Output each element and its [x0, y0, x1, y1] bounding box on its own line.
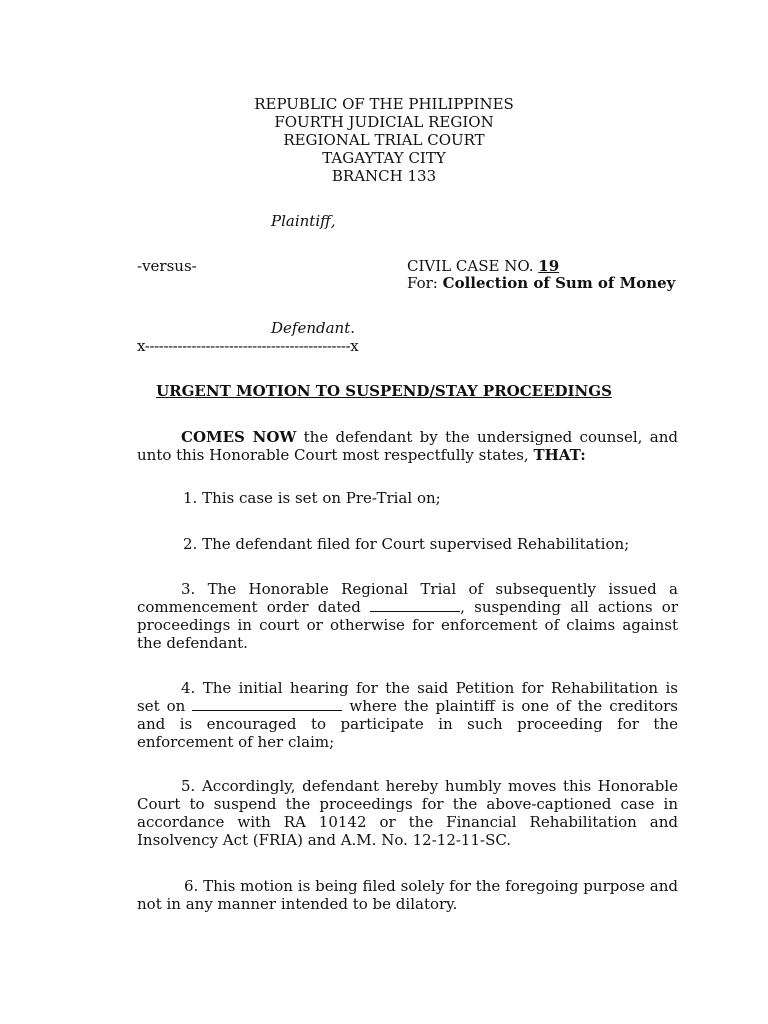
paragraph-3-part-b: , suspending all actions or proceedings in court or otherwise for enforcement of claims against the defendant. — [137, 598, 678, 652]
intro-text: the defendant by the undersigned counsel, and unto this Honorable Court most respectfully states, — [137, 428, 678, 464]
paragraph-1: 1. This case is set on Pre-Trial on; — [183, 489, 441, 507]
paragraph-3 — [137, 580, 678, 652]
case-for-value: Collection of Sum of Money — [442, 274, 676, 292]
paragraph-6-text: 6. This motion is being filed solely for the foregoing purpose and not in any manner intended to be dilatory. — [137, 877, 678, 913]
date-blank — [370, 599, 460, 612]
caption-separator: x--------------------------------------------x — [137, 337, 359, 355]
header-city: TAGAYTAY CITY — [322, 149, 446, 167]
intro-paragraph — [137, 428, 678, 464]
case-number-label: CIVIL CASE NO. — [407, 257, 539, 275]
case-for-label: For: — [407, 274, 443, 292]
plaintiff-label: Plaintiff, — [271, 212, 336, 230]
versus-label: -versus- — [137, 257, 197, 275]
header-court: REGIONAL TRIAL COURT — [283, 131, 485, 149]
header-republic: REPUBLIC OF THE PHILIPPINES — [254, 95, 514, 113]
case-number-value: 19 — [538, 257, 560, 275]
header-branch: BRANCH 133 — [331, 167, 437, 185]
case-number-line — [407, 257, 559, 275]
paragraph-2: 2. The defendant filed for Court supervised Rehabilitation; — [183, 535, 630, 553]
hearing-date-blank — [192, 698, 342, 711]
intro-lead: COMES NOW — [181, 428, 297, 446]
paragraph-5 — [137, 777, 678, 849]
paragraph-6 — [137, 877, 678, 913]
paragraph-4-part-a: 4. The initial hearing for the said Petition for Rehabilitation is set on — [137, 679, 678, 715]
defendant-label: Defendant. — [271, 319, 355, 337]
paragraph-5-text: 5. Accordingly, defendant hereby humbly moves this Honorable Court to suspend the proceedings for the above-captioned case in accordance with RA 10142 or the Financial Rehabilitation and Insolvency Act (FRIA) and A.M. No. 12-12-11-SC. — [137, 777, 678, 849]
paragraph-3-part-a: 3. The Honorable Regional Trial of subsequently issued a commencement order dated — [137, 580, 678, 616]
case-for-line — [407, 274, 675, 292]
intro-end: THAT: — [533, 446, 586, 464]
paragraph-4 — [137, 679, 678, 751]
header-region: FOURTH JUDICIAL REGION — [274, 113, 494, 131]
motion-title: URGENT MOTION TO SUSPEND/STAY PROCEEDINGS — [156, 382, 612, 400]
paragraph-4-part-b: where the plaintiff is one of the creditors and is encouraged to participate in such proceeding for the enforcement of her claim; — [137, 697, 678, 751]
